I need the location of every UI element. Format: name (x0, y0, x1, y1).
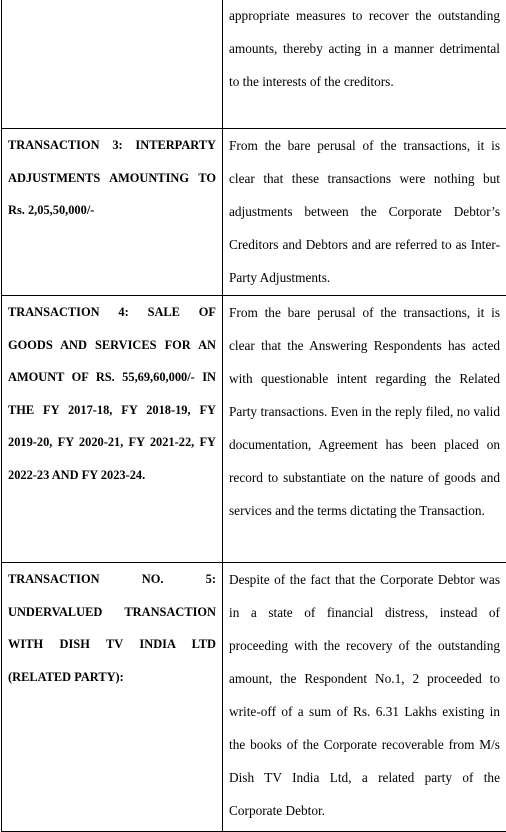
right-cell (223, 0, 506, 129)
transactions-table (1, 0, 506, 832)
table-row (2, 563, 506, 832)
right-cell (223, 129, 506, 296)
table-row (2, 296, 506, 563)
transaction-heading: TRANSACTION 3: INTERPARTY ADJUSTMENTS AMOUNTING TO Rs. 2,05,50,000/- (2, 129, 222, 227)
table-row (2, 0, 506, 129)
transaction-description: From the bare perusal of the transactions, it is clear that the Answering Respondents has acted with questionable intent regarding the Related Party transactions. Even in the reply filed, no valid documentation, Agreement has been placed on record to substantiate on the nature of goods and services and the terms dictating the Transaction. (223, 296, 506, 527)
table-row (2, 129, 506, 296)
transaction-heading: TRANSACTION NO. 5: UNDERVALUED TRANSACTION WITH DISH TV INDIA LTD (RELATED PARTY): (2, 563, 222, 693)
left-cell (2, 0, 223, 129)
transaction-description: Despite of the fact that the Corporate Debtor was in a state of financial distress, instead of proceeding with the recovery of the outstanding amount, the Respondent No.1, 2 proceeded to write-off of a sum of Rs. 6.31 Lakhs existing in the books of the Corporate recoverable from M/s Dish TV India Ltd, a related party of the Corporate Debtor. (223, 563, 506, 827)
left-cell (2, 563, 223, 832)
right-cell (223, 563, 506, 832)
transaction-heading: TRANSACTION 4: SALE OF GOODS AND SERVICES FOR AN AMOUNT OF RS. 55,69,60,000/- IN THE FY 2017-18, FY 2018-19, FY 2019-20, FY 2020-21, FY 2021-22, FY 2022-23 AND FY 2023-24. (2, 296, 222, 491)
left-cell (2, 296, 223, 563)
right-cell (223, 296, 506, 563)
left-cell (2, 129, 223, 296)
transaction-description: appropriate measures to recover the outstanding amounts, thereby acting in a manner detrimental to the interests of the creditors. (223, 0, 506, 98)
transaction-description: From the bare perusal of the transactions, it is clear that these transactions were nothing but adjustments between the Corporate Debtor’s Creditors and Debtors and are referred to as Inter-Party Adjustments. (223, 129, 506, 294)
